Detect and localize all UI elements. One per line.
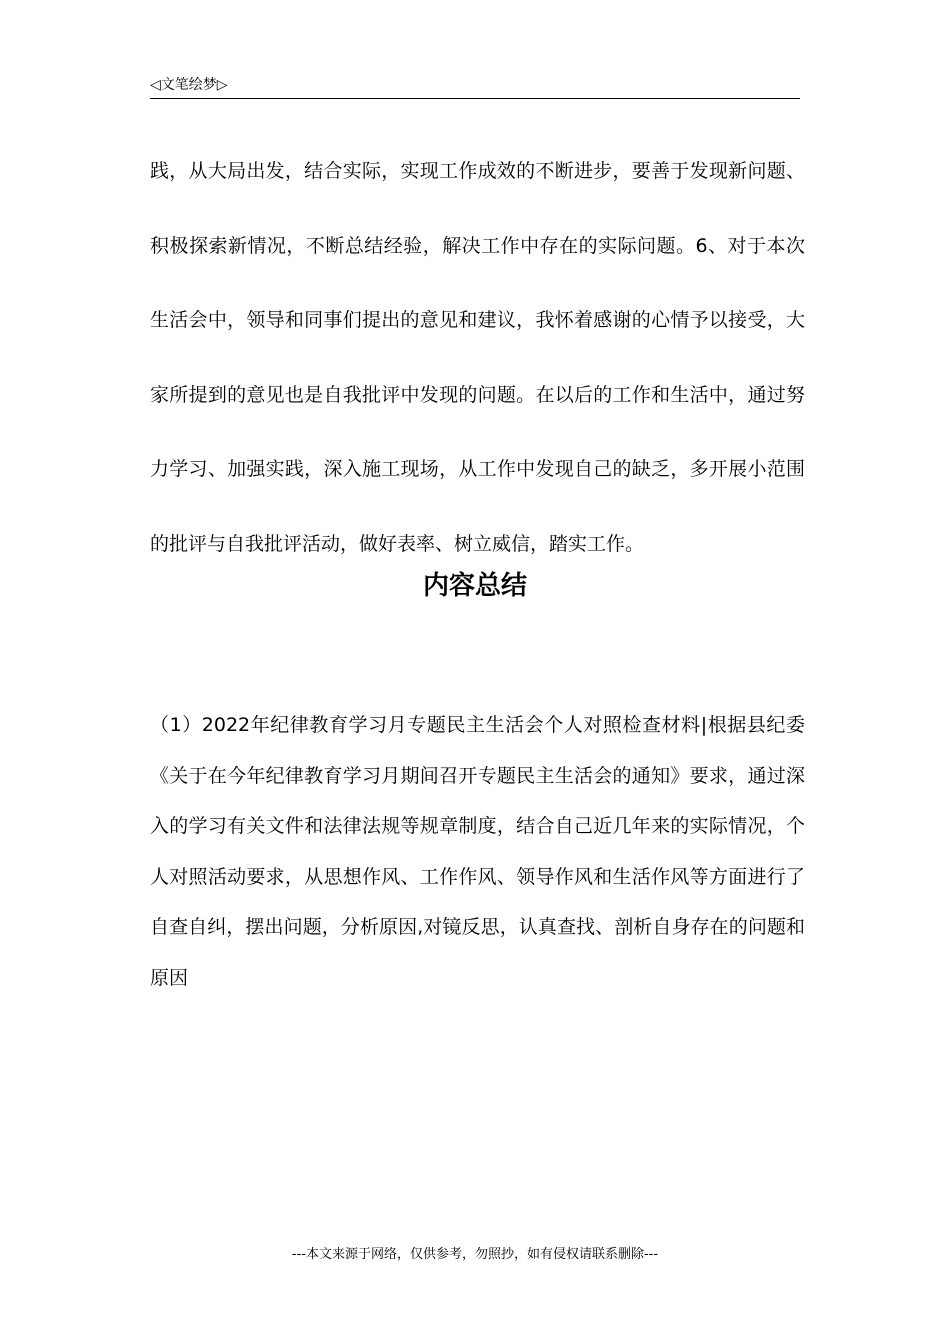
page-footer: ---本文来源于网络，仅供参考，勿照抄，如有侵权请联系删除---: [291, 1247, 659, 1262]
header-label: ◁文笔绘梦▷: [150, 77, 228, 93]
section-title: 内容总结: [422, 571, 527, 601]
body-paragraph-1: 践，从大局出发，结合实际，实现工作成效的不断进步，要善于发现新问题、积极探索新情况，不断总结经验，解决工作中存在的实际问题。6、对于本次生活会中，领导和同事们提出的意见和建议，我怀着感谢的心情予以接受，大家所提到的意见也是自我批评中发现的问题。在以后的工作和生活中，通过努力学习、加强实践，深入施工现场，从工作中发现自己的缺乏，多开展小范围的批评与自我批评活动，做好表率、树立威信，踏实工作。: [150, 160, 805, 555]
body-paragraph-2: （1）2022年纪律教育学习月专题民主生活会个人对照检查材料|根据县纪委《关于在今年纪律教育学习月期间召开专题民主生活会的通知》要求，通过深入的学习有关文件和法律法规等规章制度，结合自己近几年来的实际情况，个人对照活动要求，从思想作风、工作作风、领导作风和生活作风等方面进行了自查自纠，摆出问题，分析原因,对镜反思，认真查找、剖析自身存在的问题和原因: [150, 714, 805, 989]
page-header: [150, 76, 800, 99]
